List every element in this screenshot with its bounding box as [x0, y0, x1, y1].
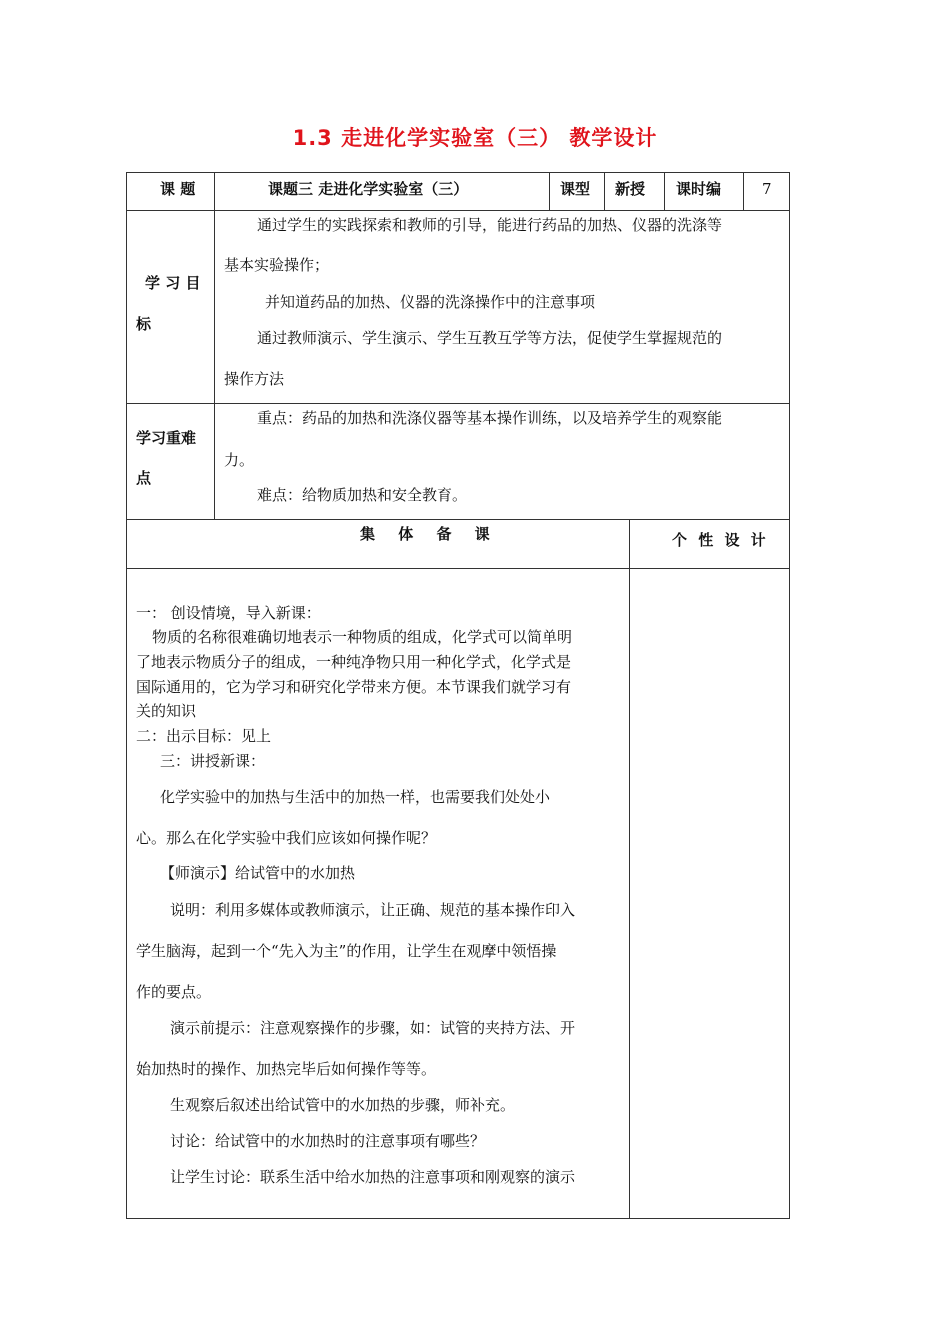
content-line: 物质的名称很难确切地表示一种物质的组成，化学式可以简单明	[152, 628, 573, 646]
content-line: 【师演示】给试管中的水加热	[160, 864, 356, 882]
content-line: 作的要点。	[136, 983, 212, 1001]
content-line: 心。那么在化学实验中我们应该如何操作呢？	[136, 829, 437, 847]
content-line: 关的知识	[136, 702, 197, 720]
type-label: 课型	[560, 180, 591, 198]
content-line: 国际通用的，它为学习和研究化学带来方便。本节课我们就学习有	[136, 678, 572, 696]
type-value: 新授	[615, 180, 646, 198]
content-line: 化学实验中的加热与生活中的加热一样，也需要我们处处小	[160, 788, 551, 806]
objectives-label-1: 学 习 目	[145, 274, 201, 292]
keypoint-line: 重点：药品的加热和洗涤仪器等基本操作训练，以及培养学生的观察能	[257, 409, 723, 427]
keypoint-line: 难点：给物质加热和安全教育。	[257, 486, 468, 504]
keypoint-line: 力。	[224, 451, 255, 469]
content-line: 学生脑海，起到一个“先入为主”的作用，让学生在观摩中领悟操	[136, 942, 557, 960]
content-line: 二：出示目标：见上	[136, 727, 272, 745]
keypoints-label-1: 学习重难	[136, 429, 197, 447]
content-line: 讨论：给试管中的水加热时的注意事项有哪些？	[170, 1132, 486, 1150]
content-line: 说明：利用多媒体或教师演示，让正确、规范的基本操作印入	[170, 901, 576, 919]
objective-line: 通过教师演示、学生演示、学生互教互学等方法，促使学生掌握规范的	[257, 329, 723, 347]
objective-line: 操作方法	[224, 370, 285, 388]
objectives-label-2: 标	[136, 315, 152, 333]
content-line: 一： 创设情境，导入新课：	[136, 604, 321, 622]
content-line: 了地表示物质分子的组成，一种纯净物只用一种化学式，化学式是	[136, 653, 572, 671]
topic-value: 课题三 走进化学实验室（三）	[268, 180, 469, 198]
objective-line: 通过学生的实践探索和教师的引导，能进行药品的加热、仪器的洗涤等	[257, 216, 723, 234]
content-line: 让学生讨论：联系生活中给水加热的注意事项和刚观察的演示	[170, 1168, 576, 1186]
content-line: 演示前提示：注意观察操作的步骤，如：试管的夹持方法、开	[170, 1019, 576, 1037]
content-line: 三：讲授新课：	[160, 752, 266, 770]
objective-line: 并知道药品的加热、仪器的洗涤操作中的注意事项	[265, 293, 596, 311]
topic-label: 课 题	[160, 180, 196, 198]
period-label: 课时编	[676, 180, 722, 198]
content-line: 始加热时的操作、加热完毕后如何操作等等。	[136, 1060, 437, 1078]
period-value: 7	[762, 180, 772, 198]
page-title: 1.3 走进化学实验室（三） 教学设计	[292, 126, 658, 150]
personal-header: 个 性 设 计	[672, 531, 769, 549]
keypoints-label-2: 点	[136, 469, 152, 487]
collective-header: 集 体 备 课	[360, 525, 499, 543]
content-line: 生观察后叙述出给试管中的水加热的步骤，师补充。	[170, 1096, 516, 1114]
objective-line: 基本实验操作；	[224, 256, 330, 274]
